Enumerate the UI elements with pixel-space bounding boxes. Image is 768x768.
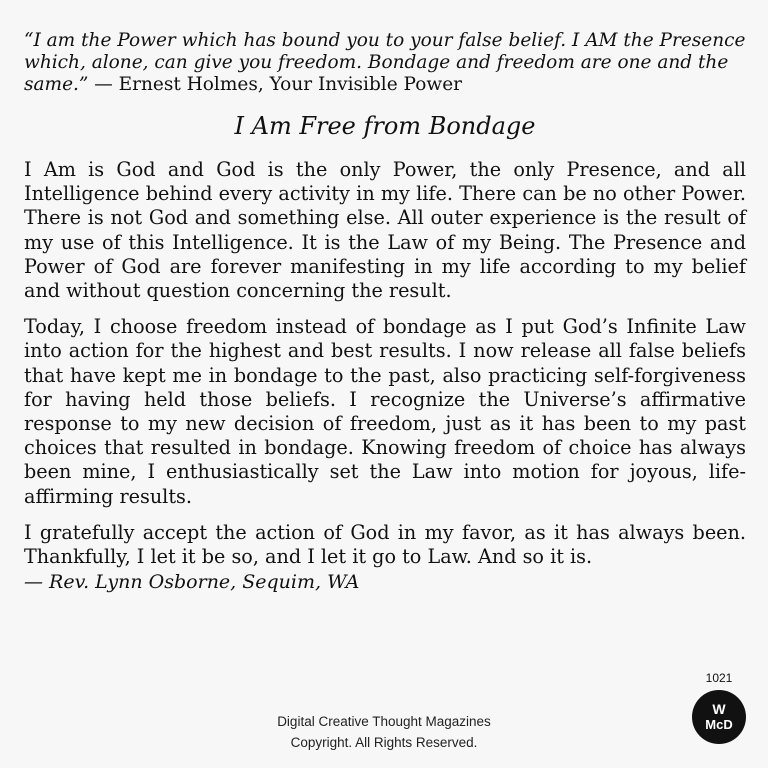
issue-number: 1021	[705, 671, 733, 685]
quote-author: — Ernest Holmes, Your Invisible Power	[88, 74, 463, 95]
footer-publisher: Digital Creative Thought Magazines	[277, 714, 491, 729]
epigraph-quote	[24, 30, 746, 96]
page-title: I Am Free from Bondage	[234, 112, 536, 140]
footer-copyright: Copyright. All Rights Reserved.	[290, 735, 478, 750]
quote-text: “I am the Power which has bound you to your false belief. I AM the Presence which, alone, can give you freedom. Bondage and freedom are one and the same.”	[24, 30, 746, 95]
logo-text-mcd: McD	[705, 717, 733, 732]
paragraph-3: I gratefully accept the action of God in my favor, as it has always been. Thankfully, I let it be so, and I let it go to Law. And so it is.	[24, 520, 746, 569]
logo-text-w: W	[712, 701, 726, 717]
footer	[0, 711, 768, 753]
paragraph-2: Today, I choose freedom instead of bondage as I put God’s Infinite Law into action for the highest and best results. I now release all false beliefs that have kept me in bondage to the past, also practicing self-forgiveness for having held those beliefs. I recognize the Universe’s affirmative response to my new decision of freedom, just as it has been to my past choices that resulted in bondage. Knowing freedom of choice has always been mine, I enthusiastically set the Law into motion for joyous, life-affirming results.	[24, 315, 746, 508]
article	[24, 30, 746, 593]
paragraph-1: I Am is God and God is the only Power, the only Presence, and all Intelligence behind every activity in my life. There can be no other Power. There is not God and something else. All outer experience is the result of my use of this Intelligence. It is the Law of my Being. The Presence and Power of God are forever manifesting in my life according to my belief and without question concerning the result.	[24, 158, 746, 303]
author-attribution: — Rev. Lynn Osborne, Sequim, WA	[24, 571, 360, 594]
